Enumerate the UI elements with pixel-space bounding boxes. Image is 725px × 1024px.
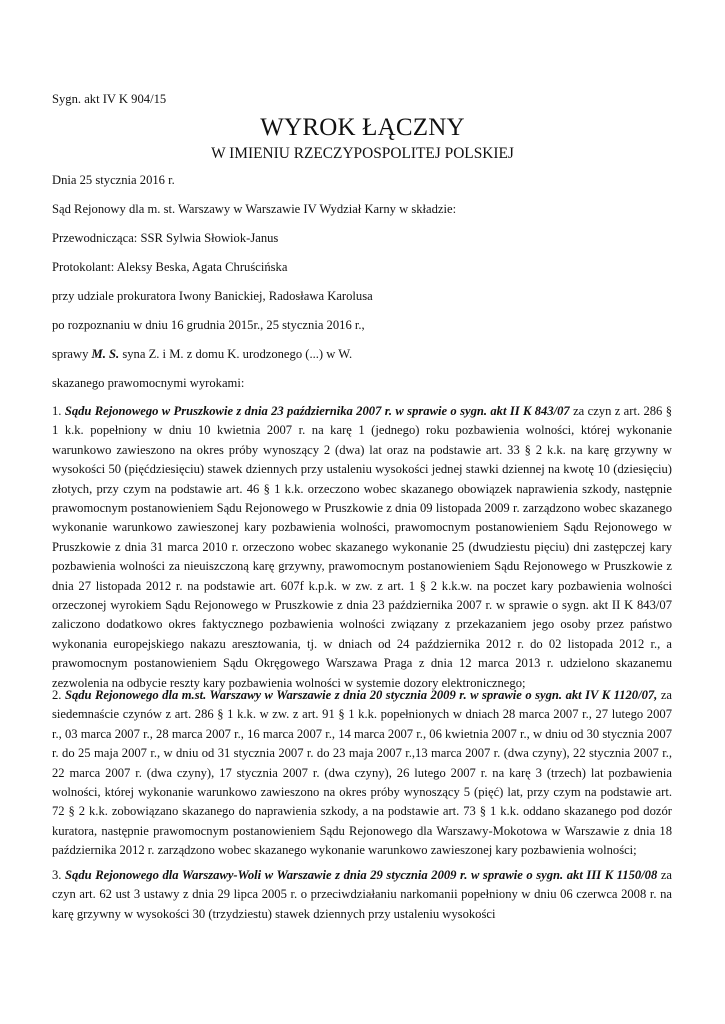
- item-number: 2.: [52, 688, 65, 702]
- document-title: WYROK ŁĄCZNY: [260, 114, 465, 141]
- case-signature: Sygn. akt IV K 904/15: [52, 92, 167, 106]
- court-clerk: Protokolant: Aleksy Beska, Agata Chruścińska: [52, 260, 288, 274]
- prosecutor-line: przy udziale prokuratora Iwony Banickiej, Radosława Karolusa: [52, 289, 373, 303]
- case-prefix: sprawy: [52, 347, 92, 361]
- case-line: [52, 347, 352, 362]
- judgment-item-2: [52, 686, 672, 861]
- document-subtitle: W IMIENIU RZECZYPOSPOLITEJ POLSKIEJ: [211, 145, 514, 162]
- hearing-dates: po rozpoznaniu w dniu 16 grudnia 2015r., 25 stycznia 2016 r.,: [52, 318, 365, 332]
- item-text: za siedemnaście czynów z art. 286 § 1 k.k. w zw. z art. 91 § 1 k.k. popełnionych w dniach 28 marca 2007 r., 27 lutego 2007 r., 03 marca 2007 r., 28 marca 2007 r., 16 marca 2007 r., 14 marca 2007 r., 06 kwietnia 2007 r., w dniu od 30 stycznia 2007 r. do 25 maja 2007 r., w dniu od 31 stycznia 2007 r. do 23 maja 2007 r.,13 marca 2007 r. (dwa czyny), 22 stycznia 2007 r., 22 marca 2007 r. (dwa czyny), 17 stycznia 2007 r. (dwa czyny), 26 lutego 2007 r. na karę 3 (trzech) lat pozbawienia wolności, której wykonanie warunkowo zawieszono na okres próby wynoszący 5 (pięć) lat, przy czym na podstawie art. 72 § 2 k.k. zobowiązano skazanego do naprawienia szkody, a na podstawie art. 73 § 1 k.k. oddano skazanego pod dozór kuratora, następnie prawomocnym postanowieniem Sądu Rejonowego dla Warszawy-Mokotowa w Warszawie z dnia 18 października 2012 r. zarządzono wobec skazanego wykonanie warunkowo zawieszonej kary pozbawienia wolności;: [52, 688, 673, 858]
- defendant-name: M. S.: [91, 347, 120, 361]
- item-heading: Sądu Rejonowego dla Warszawy-Woli w Warszawie z dnia 29 stycznia 2009 r. w sprawie o sygn. akt III K 1150/08: [65, 868, 658, 882]
- item-text: za czyn art. 62 ust 3 ustawy z dnia 29 lipca 2005 r. o przeciwdziałaniu narkomanii popełniony w dniu 06 czerwca 2008 r. na karę grzywny w wysokości 30 (trzydziestu) stawek dziennych przy ustaleniu wysokości: [52, 868, 673, 921]
- case-suffix: syna Z. i M. z domu K. urodzonego (...) w W.: [119, 347, 353, 361]
- judgment-date: Dnia 25 stycznia 2016 r.: [52, 173, 175, 187]
- item-number: 1.: [52, 404, 65, 418]
- judgment-item-1: [52, 402, 672, 693]
- item-heading: Sądu Rejonowego w Pruszkowie z dnia 23 października 2007 r. w sprawie o sygn. akt II K 843/07: [64, 404, 570, 418]
- court-composition: Sąd Rejonowy dla m. st. Warszawy w Warszawie IV Wydział Karny w składzie:: [52, 202, 457, 216]
- judgment-item-3: [52, 866, 672, 924]
- item-heading: Sądu Rejonowego dla m.st. Warszawy w Warszawie z dnia 20 stycznia 2009 r. w sprawie o sygn. akt IV K 1120/07,: [64, 688, 658, 702]
- item-number: 3.: [52, 868, 66, 882]
- item-text: za czyn z art. 286 § 1 k.k. popełniony w dniu 10 kwietnia 2007 r. na karę 1 (jednego) roku pozbawienia wolności, której wykonanie warunkowo zawieszono na okres próby wynoszący 2 (dwa) lat oraz na podstawie art. 33 § 2 k.k. na karę grzywny w wysokości 50 (pięćdziesięciu) stawek dziennych przy ustaleniu wysokości jednej stawki dziennej na kwotę 10 (dziesięciu) złotych, przy czym na podstawie art. 46 § 1 k.k. orzeczono wobec skazanego obowiązek naprawienia szkody, następnie prawomocnym postanowieniem Sądu Rejonowego w Pruszkowie z dnia 09 listopada 2009 r. zarządzono wobec skazanego wykonanie warunkowo zawieszonej kary pozbawienia wolności, prawomocnym postanowieniem Sądu Rejonowego w Pruszkowie z dnia 31 marca 2010 r. orzeczono wobec skazanego wykonanie 25 (dwudziestu pięciu) dni zastępczej kary pozbawienia wolności za nieuiszczoną karę grzywny, prawomocnym postanowieniem Sądu Rejonowego w Pruszkowie z dnia 27 listopada 2012 r. na podstawie art. 607f k.p.k. w zw. z art. 1 § 2 k.k.w. na poczet kary pozbawienia wolności orzeczonej wyrokiem Sądu Rejonowego w Pruszkowie z dnia 23 października 2007 r. w sprawie o sygn. akt II K 843/07 zaliczono dodatkowo okres faktycznego pozbawienia wolności związany z przekazaniem jego osoby przez państwo wykonania europejskiego nakazu aresztowania, tj. w dniach od 24 października 2012 r. do 02 listopada 2012 r., a prawomocnym postanowieniem Sądu Okręgowego Warszawa Praga z dnia 12 marca 2013 r. udzielono skazanemu zezwolenia na odbycie reszty kary pozbawienia wolności w systemie dozory elektronicznego;: [52, 404, 673, 690]
- presiding-judge: Przewodnicząca: SSR Sylwia Słowiok-Janus: [52, 231, 279, 245]
- convicted-line: skazanego prawomocnymi wyrokami:: [52, 376, 245, 390]
